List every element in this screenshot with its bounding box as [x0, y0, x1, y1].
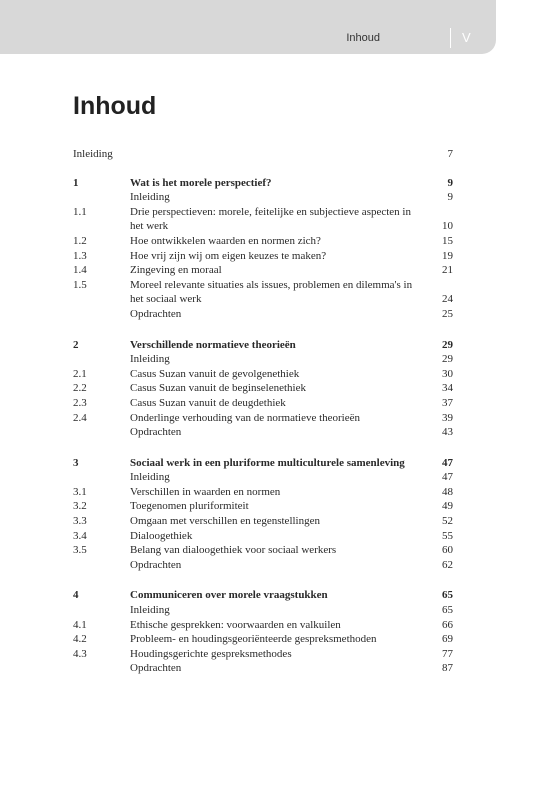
section-spacer	[73, 572, 453, 588]
toc-entry-title: Inleiding	[73, 148, 113, 160]
toc-entry[interactable]	[73, 307, 453, 322]
toc-entry-page: 9	[447, 191, 453, 204]
toc-entry-number: 1.1	[73, 205, 87, 218]
toc-entry-number: 3.3	[73, 515, 87, 528]
table-of-contents	[73, 147, 453, 676]
toc-entry-title: Casus Suzan vanuit de beginselenethiek	[130, 382, 306, 395]
toc-entry-page: 24	[442, 293, 453, 306]
toc-entry-title: Omgaan met verschillen en tegenstellingen	[130, 515, 320, 528]
toc-entry-title: Toegenomen pluriformiteit	[130, 500, 249, 513]
toc-entry-number: 4.3	[73, 647, 87, 660]
toc-entry-page: 62	[442, 558, 453, 571]
toc-entry[interactable]	[73, 558, 453, 573]
toc-entry-page: 65	[442, 604, 453, 617]
toc-entry-number: 4.2	[73, 633, 87, 646]
toc-entry-title: Communiceren over morele vraagstukken	[130, 589, 328, 602]
toc-entry[interactable]	[73, 632, 453, 647]
toc-entry[interactable]	[73, 425, 453, 440]
toc-entry-number: 2.1	[73, 367, 87, 380]
toc-entry-title: Houdingsgerichte gespreksmethodes	[130, 647, 292, 660]
toc-entry-title: Onderlinge verhouding van de normatieve theorieën	[130, 411, 361, 424]
toc-entry[interactable]	[73, 411, 453, 426]
running-header-page-number: V	[462, 30, 471, 45]
toc-entry-number: 1	[73, 176, 79, 189]
toc-entry-title: Zingeving en moraal	[130, 264, 222, 277]
toc-entry[interactable]	[73, 647, 453, 662]
toc-entry[interactable]	[73, 470, 453, 485]
toc-entry[interactable]	[73, 234, 453, 249]
toc-entry-title: Hoe vrij zijn wij om eigen keuzes te maken?	[130, 249, 327, 262]
toc-entry-title: Casus Suzan vanuit de gevolgenethiek	[130, 367, 300, 380]
toc-entry-title: Opdrachten	[130, 558, 182, 571]
toc-entry[interactable]	[73, 661, 453, 676]
running-header-section: Inhoud	[346, 32, 380, 44]
toc-entry-number: 3	[73, 456, 79, 469]
toc-entry-title: Inleiding	[130, 191, 170, 204]
toc-entry-title: Inleiding	[130, 604, 170, 617]
toc-chapter-heading[interactable]	[73, 456, 453, 471]
toc-entry-title: Casus Suzan vanuit de deugdethiek	[130, 396, 286, 409]
toc-entry-title: Moreel relevante situaties als issues, problemen en dilemma's in het sociaal werk	[130, 278, 413, 306]
section-spacer	[73, 322, 453, 338]
toc-entry[interactable]	[73, 618, 453, 633]
toc-entry-number: 2	[73, 338, 79, 351]
toc-intro-entry[interactable]	[73, 147, 453, 162]
toc-entry-page: 30	[442, 367, 453, 380]
toc-entry-page: 47	[442, 456, 453, 469]
toc-entry[interactable]	[73, 499, 453, 514]
toc-entry-title: Opdrachten	[130, 426, 182, 439]
toc-entry-title: Opdrachten	[130, 662, 182, 675]
toc-entry-page: 7	[447, 148, 453, 160]
toc-entry-title: Verschillende normatieve theorieën	[130, 338, 296, 351]
toc-entry-page: 77	[442, 647, 453, 660]
toc-entry-title: Hoe ontwikkelen waarden en normen zich?	[130, 234, 321, 247]
toc-entry-page: 87	[442, 662, 453, 675]
toc-entry-page: 49	[442, 500, 453, 513]
toc-chapter-heading[interactable]	[73, 588, 453, 603]
toc-entry[interactable]	[73, 278, 453, 307]
toc-entry-page: 55	[442, 529, 453, 542]
toc-entry[interactable]	[73, 263, 453, 278]
toc-entry[interactable]	[73, 381, 453, 396]
toc-entry-number: 1.3	[73, 249, 87, 262]
toc-entry-page: 34	[442, 382, 453, 395]
toc-entry[interactable]	[73, 529, 453, 544]
toc-entry-number: 4.1	[73, 618, 87, 631]
toc-entry-title: Ethische gesprekken: voorwaarden en valkuilen	[130, 618, 341, 631]
toc-entry-page: 10	[442, 220, 453, 233]
toc-entry-page: 19	[442, 249, 453, 262]
header-divider	[450, 28, 451, 48]
toc-entry[interactable]	[73, 603, 453, 618]
toc-entry-title: Sociaal werk in een pluriforme multiculturele samenleving	[130, 456, 405, 469]
toc-entry-page: 65	[442, 589, 453, 602]
toc-entry-title: Belang van dialoogethiek voor sociaal werkers	[130, 544, 337, 557]
toc-entry-page: 60	[442, 544, 453, 557]
toc-entry[interactable]	[73, 514, 453, 529]
toc-entry-title: Inleiding	[130, 353, 170, 366]
toc-entry-page: 39	[442, 411, 453, 424]
toc-entry-page: 9	[447, 176, 453, 189]
toc-entry-title: Probleem- en houdingsgeoriënteerde gespreksmethoden	[130, 633, 377, 646]
toc-entry-page: 25	[442, 307, 453, 320]
toc-entry-page: 47	[442, 471, 453, 484]
toc-entry-number: 4	[73, 589, 79, 602]
toc-entry-page: 37	[442, 396, 453, 409]
toc-entry[interactable]	[73, 367, 453, 382]
toc-entry-title: Inleiding	[130, 471, 170, 484]
toc-entry-title: Wat is het morele perspectief?	[130, 176, 272, 189]
toc-entry-number: 3.4	[73, 529, 87, 542]
toc-entry-page: 29	[442, 338, 453, 351]
toc-entry-number: 2.4	[73, 411, 87, 424]
toc-entry-page: 52	[442, 515, 453, 528]
toc-entry-page: 66	[442, 618, 453, 631]
toc-entry-number: 1.4	[73, 264, 87, 277]
section-spacer	[73, 440, 453, 456]
toc-entry[interactable]	[73, 190, 453, 205]
toc-entry-number: 3.1	[73, 485, 87, 498]
toc-entry-page: 69	[442, 633, 453, 646]
toc-entry-page: 48	[442, 485, 453, 498]
toc-entry-number: 2.3	[73, 396, 87, 409]
toc-entry[interactable]	[73, 352, 453, 367]
toc-entry-page: 29	[442, 353, 453, 366]
toc-entry-title: Drie perspectieven: morele, feitelijke en subjectieve aspecten in het werk	[130, 205, 411, 233]
section-spacer	[73, 162, 453, 176]
toc-entry-title: Dialoogethiek	[130, 529, 193, 542]
toc-entry[interactable]	[73, 485, 453, 500]
toc-entry-number: 1.2	[73, 234, 87, 247]
toc-entry-number: 3.2	[73, 500, 87, 513]
running-header	[0, 0, 496, 54]
toc-entry-number: 3.5	[73, 544, 87, 557]
toc-entry-page: 21	[442, 264, 453, 277]
page-title: Inhoud	[73, 92, 157, 120]
toc-entry-number: 1.5	[73, 278, 87, 291]
toc-entry-page: 15	[442, 234, 453, 247]
toc-chapter-heading[interactable]	[73, 338, 453, 353]
toc-entry[interactable]	[73, 205, 453, 234]
toc-entry[interactable]	[73, 396, 453, 411]
toc-entry[interactable]	[73, 543, 453, 558]
toc-entry-title: Opdrachten	[130, 307, 182, 320]
toc-chapter-heading[interactable]	[73, 176, 453, 191]
toc-entry-title: Verschillen in waarden en normen	[130, 485, 281, 498]
toc-entry-page: 43	[442, 426, 453, 439]
toc-entry-number: 2.2	[73, 382, 87, 395]
toc-entry[interactable]	[73, 249, 453, 264]
